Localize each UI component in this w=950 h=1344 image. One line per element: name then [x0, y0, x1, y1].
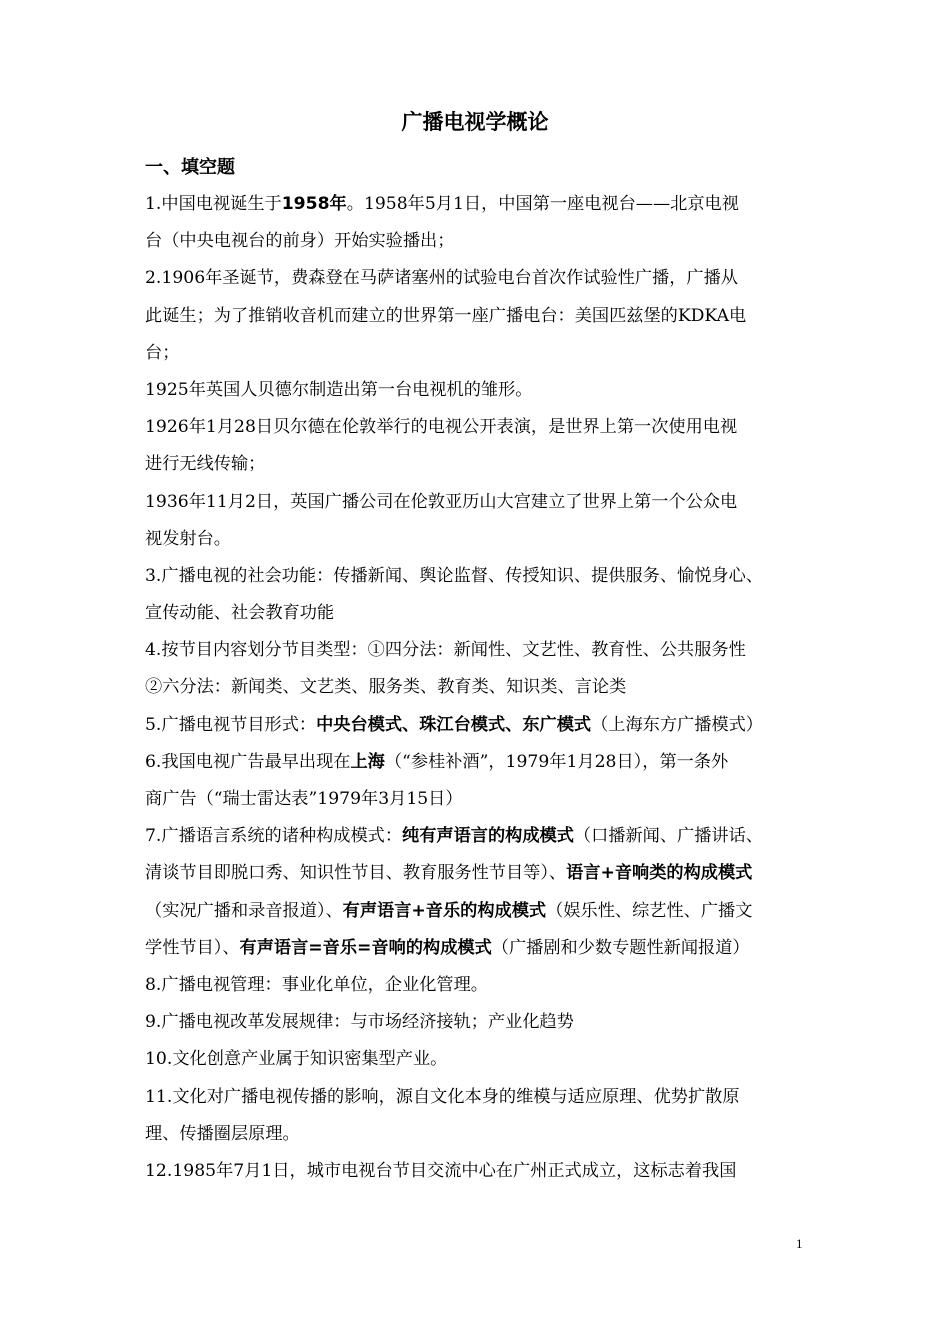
text-span: 5.广播电视节目形式： — [145, 714, 317, 735]
text-line — [145, 409, 813, 446]
text-line — [145, 967, 813, 1004]
text-span: 宣传动能、社会教育功能 — [145, 603, 335, 624]
bold-text: 语言+音响类的构成模式 — [566, 863, 753, 884]
text-span: 进行无线传输； — [145, 454, 266, 475]
text-span: 4.按节目内容划分节目类型：①四分法：新闻性、文艺性、教育性、公共服务性 — [145, 640, 746, 661]
text-span: 1925年英国人贝德尔制造出第一台电视机的雏形。 — [145, 379, 533, 400]
text-span: 9.广播电视改革发展规律：与市场经济接轨；产业化趋势 — [145, 1012, 574, 1033]
text-line — [145, 669, 813, 706]
text-span: 7.广播语言系统的诸种构成模式： — [145, 826, 403, 847]
text-line — [145, 707, 813, 744]
text-line — [145, 1004, 813, 1041]
text-line — [145, 818, 813, 855]
text-span: （娱乐性、综艺性、广播文 — [546, 900, 753, 921]
text-span: 清谈节目即脱口秀、知识性节目、教育服务性节目等）、 — [145, 863, 567, 884]
bold-text: 纯有声语言的构成模式 — [402, 826, 574, 847]
bold-text: 有声语言+音乐的构成模式 — [342, 900, 547, 921]
bold-text: 有声语言=音乐=音响的构成模式 — [239, 937, 492, 958]
text-span: 1936年11月2日，英国广播公司在伦敦亚历山大宫建立了世界上第一个公众电 — [145, 491, 738, 512]
text-line — [145, 595, 813, 632]
text-line — [145, 521, 813, 558]
page-number: 1 — [796, 1236, 803, 1251]
text-line — [145, 893, 813, 930]
text-line — [145, 1041, 813, 1078]
text-span: （口播新闻、广播讲话、 — [573, 826, 763, 847]
text-span: 学性节目）、 — [145, 937, 240, 958]
text-span: 此诞生；为了推销收音机而建立的世界第一座广播电台：美国匹兹堡的KDKA电 — [145, 305, 747, 326]
text-line — [145, 781, 813, 818]
text-line — [145, 484, 813, 521]
text-span: 3.广播电视的社会功能：传播新闻、舆论监督、传授知识、提供服务、愉悦身心、 — [145, 565, 763, 586]
text-span: 6.我国电视广告最早出现在 — [145, 751, 351, 772]
text-span: 2.1906年圣诞节，费森登在马萨诸塞州的试验电台首次作试验性广播，广播从 — [145, 268, 738, 289]
text-line — [145, 260, 813, 297]
text-span: （“参桂补酒”，1979年1月28日），第一条外 — [384, 751, 729, 772]
text-line — [145, 632, 813, 669]
document-body — [145, 186, 813, 1190]
text-line — [145, 1079, 813, 1116]
bold-text: 1958年 — [281, 194, 347, 214]
text-span: 台； — [145, 342, 180, 363]
text-line — [145, 298, 813, 335]
text-span: 11.文化对广播电视传播的影响，源自文化本身的维模与适应原理、优势扩散原 — [145, 1086, 740, 1107]
document-title: 广播电视学概论 — [401, 110, 549, 134]
text-line — [145, 855, 813, 892]
bold-text: 中央台模式、珠江台模式、东广模式 — [316, 714, 592, 735]
text-span: 10.文化创意产业属于知识密集型产业。 — [145, 1049, 448, 1070]
text-span: 台（中央电视台的前身）开始实验播出； — [145, 231, 455, 252]
bold-text: 上海 — [350, 751, 385, 772]
text-line — [145, 930, 813, 967]
text-span: （上海东方广播模式） — [591, 714, 763, 735]
text-line — [145, 335, 813, 372]
text-span: 1926年1月28日贝尔德在伦敦举行的电视公开表演，是世界上第一次使用电视 — [145, 417, 738, 438]
text-span: 8.广播电视管理：事业化单位，企业化管理。 — [145, 974, 488, 995]
text-line — [145, 744, 813, 781]
text-line — [145, 558, 813, 595]
text-line — [145, 372, 813, 409]
text-span: 1.中国电视诞生于 — [145, 194, 282, 214]
text-span: 12.1985年7月1日，城市电视台节目交流中心在广州正式成立，这标志着我国 — [145, 1160, 737, 1181]
text-line — [145, 446, 813, 483]
text-line — [145, 186, 813, 223]
text-span: 理、传播圈层原理。 — [145, 1123, 300, 1144]
text-line — [145, 1153, 813, 1190]
text-span: 。1958年5月1日，中国第一座电视台——北京电视 — [346, 194, 739, 214]
text-span: （实况广播和录音报道）、 — [145, 900, 343, 921]
text-span: （广播剧和少数专题性新闻报道） — [491, 937, 750, 958]
text-span: 视发射台。 — [145, 528, 231, 549]
text-line — [145, 1116, 813, 1153]
text-span: 商广告（“瑞士雷达表”1979年3月15日） — [145, 789, 463, 809]
section-heading: 一、填空题 — [145, 157, 235, 178]
text-span: ②六分法：新闻类、文艺类、服务类、教育类、知识类、言论类 — [145, 677, 627, 698]
text-line — [145, 223, 813, 260]
